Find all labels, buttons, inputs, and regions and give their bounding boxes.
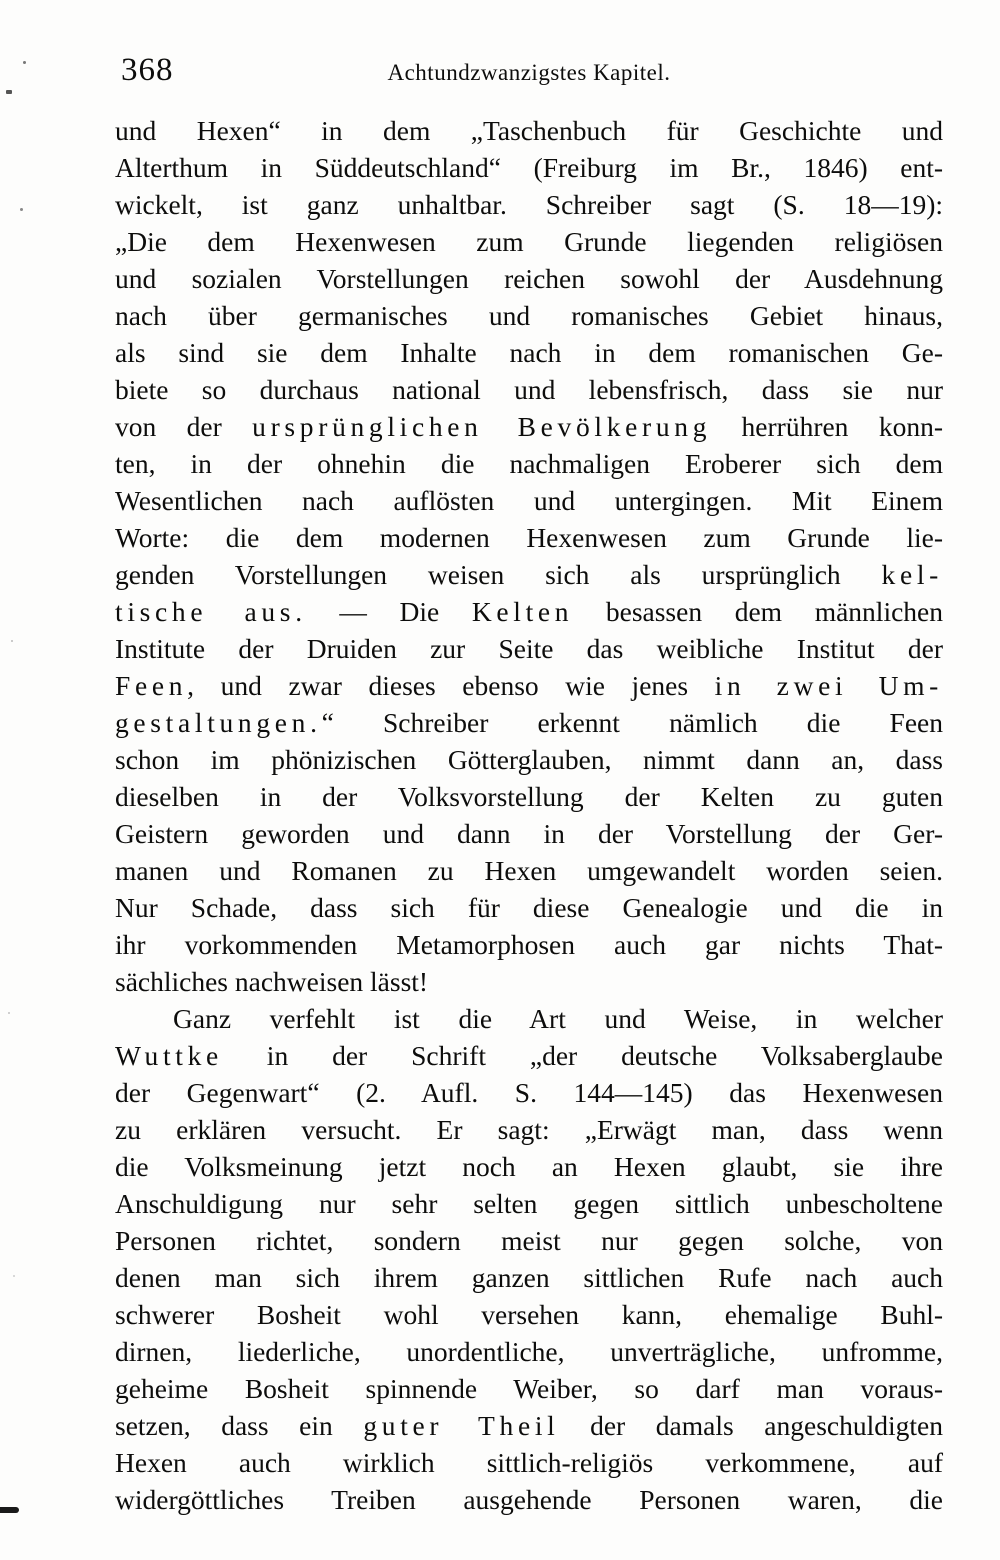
letterspaced-text: guter Theil <box>363 1410 560 1441</box>
text-segment: setzen, dass ein <box>115 1410 364 1441</box>
text-line <box>115 1481 943 1518</box>
letterspaced-text: tische aus. <box>115 596 307 627</box>
text-segment: die Volksmeinung jetzt noch an Hexen glaubt, sie ihre <box>115 1151 943 1182</box>
text-line <box>115 1111 943 1148</box>
text-segment: ihr vorkommenden Metamorphosen auch gar nichts That- <box>115 929 943 960</box>
text-line <box>115 1000 943 1037</box>
text-line <box>115 889 943 926</box>
text-segment: Institute der Druiden zur Seite das weibliche Institut der <box>115 633 943 664</box>
text-segment: in der Schrift „der deutsche Volksaberglaube <box>222 1040 943 1071</box>
text-segment: denen man sich ihrem ganzen sittlichen Rufe nach auch <box>115 1262 943 1293</box>
text-segment: schwerer Bosheit wohl versehen kann, ehemalige Buhl- <box>115 1299 943 1330</box>
text-line <box>115 1259 943 1296</box>
text-segment: besassen dem männlichen <box>573 596 944 627</box>
text-segment: wickelt, ist ganz unhaltbar. Schreiber sagt (S. 18—19): <box>115 189 943 220</box>
text-line <box>115 482 943 519</box>
text-line <box>115 556 943 593</box>
text-segment: als sind sie dem Inhalte nach in dem romanischen Ge- <box>115 337 943 368</box>
running-header: Achtundzwanzigstes Kapitel. <box>387 60 671 85</box>
text-segment: Worte: die dem modernen Hexenwesen zum Grunde lie- <box>115 522 943 553</box>
text-line <box>115 371 943 408</box>
text-segment: zu erklären versucht. Er sagt: „Erwägt man, dass wenn <box>115 1114 943 1145</box>
text-segment: Ganz verfehlt ist die Art und Weise, in welcher <box>173 1003 943 1034</box>
text-segment: ten, in der ohnehin die nachmaligen Eroberer sich dem <box>115 448 943 479</box>
text-line <box>115 815 943 852</box>
text-line <box>115 926 943 963</box>
text-segment: Alterthum in Süddeutschland“ (Freiburg im Br., 1846) ent- <box>115 152 943 183</box>
letterspaced-text: Kelten <box>471 596 574 627</box>
text-line <box>115 667 943 704</box>
text-segment: der Gegenwart“ (2. Aufl. S. 144—145) das Hexenwesen <box>115 1077 943 1108</box>
text-line <box>115 852 943 889</box>
text-line <box>115 593 943 630</box>
scan-speck <box>6 90 12 94</box>
text-segment: „Die dem Hexenwesen zum Grunde liegenden religiösen <box>115 226 943 257</box>
text-segment: sächliches nachweisen lässt! <box>115 966 429 997</box>
page-number: 368 <box>121 52 174 88</box>
text-segment: , und zwar dieses ebenso wie jenes <box>187 670 715 701</box>
text-line <box>115 963 943 1000</box>
letterspaced-text: ursprünglichen Bevölkerung <box>252 411 712 442</box>
text-line <box>115 445 943 482</box>
text-segment: nach über germanisches und romanisches Gebiet hinaus, <box>115 300 943 331</box>
scan-speck <box>11 640 13 642</box>
text-line <box>115 260 943 297</box>
text-segment: geheime Bosheit spinnende Weiber, so darf man voraus- <box>115 1373 943 1404</box>
text-line <box>115 704 943 741</box>
text-line <box>115 1222 943 1259</box>
text-line <box>115 186 943 223</box>
text-segment: genden Vorstellungen weisen sich als ursprünglich <box>115 559 882 590</box>
text-segment: “ Schreiber erkennt nämlich die Feen <box>321 707 943 738</box>
text-segment: Nur Schade, dass sich für diese Genealogie und die in <box>115 892 943 923</box>
letterspaced-text: Feen <box>115 670 188 701</box>
text-segment: — Die <box>306 596 472 627</box>
page-text <box>115 112 943 1518</box>
text-segment: biete so durchaus national und lebensfrisch, dass sie nur <box>115 374 943 405</box>
text-line <box>115 1333 943 1370</box>
scan-speck <box>23 61 26 64</box>
text-line <box>115 297 943 334</box>
text-line <box>115 778 943 815</box>
text-segment: Geistern geworden und dann in der Vorstellung der Ger- <box>115 818 943 849</box>
text-line <box>115 1037 943 1074</box>
text-segment: Anschuldigung nur sehr selten gegen sittlich unbescholtene <box>115 1188 943 1219</box>
letterspaced-text: kel- <box>881 559 943 590</box>
text-line <box>115 149 943 186</box>
text-line <box>115 519 943 556</box>
text-segment: Hexen auch wirklich sittlich-religiös verkommene, auf <box>115 1447 943 1478</box>
text-line <box>115 1407 943 1444</box>
text-segment: der damals angeschuldigten <box>559 1410 943 1441</box>
letterspaced-text: gestaltungen. <box>115 707 322 738</box>
text-line <box>115 630 943 667</box>
scan-speck <box>8 1012 10 1014</box>
text-line <box>115 1296 943 1333</box>
text-line <box>115 112 943 149</box>
text-segment: manen und Romanen zu Hexen umgewandelt worden seien. <box>115 855 943 886</box>
text-segment: widergöttliches Treiben ausgehende Personen waren, die <box>115 1484 943 1515</box>
scan-edge-mark <box>0 1507 19 1513</box>
text-segment: und Hexen“ in dem „Taschenbuch für Geschichte und <box>115 115 943 146</box>
text-segment: dieselben in der Volksvorstellung der Kelten zu guten <box>115 781 943 812</box>
text-line <box>115 223 943 260</box>
text-line <box>115 1074 943 1111</box>
letterspaced-text: in zwei Um- <box>714 670 943 701</box>
text-segment: von der <box>115 411 253 442</box>
text-line <box>115 1148 943 1185</box>
letterspaced-text: Wuttke <box>115 1040 223 1071</box>
scan-speck <box>13 1275 15 1277</box>
text-segment: herrühren konn- <box>711 411 943 442</box>
text-line <box>115 334 943 371</box>
scan-speck <box>20 208 23 211</box>
text-line <box>115 408 943 445</box>
text-line <box>115 1370 943 1407</box>
text-line <box>115 1444 943 1481</box>
text-line <box>115 741 943 778</box>
text-line <box>115 1185 943 1222</box>
text-segment: Personen richtet, sondern meist nur gegen solche, von <box>115 1225 943 1256</box>
text-segment: und sozialen Vorstellungen reichen sowohl der Ausdehnung <box>115 263 943 294</box>
text-segment: Wesentlichen nach auflösten und untergingen. Mit Einem <box>115 485 943 516</box>
text-segment: dirnen, liederliche, unordentliche, unverträgliche, unfromme, <box>115 1336 943 1367</box>
text-segment: schon im phönizischen Götterglauben, nimmt dann an, dass <box>115 744 943 775</box>
